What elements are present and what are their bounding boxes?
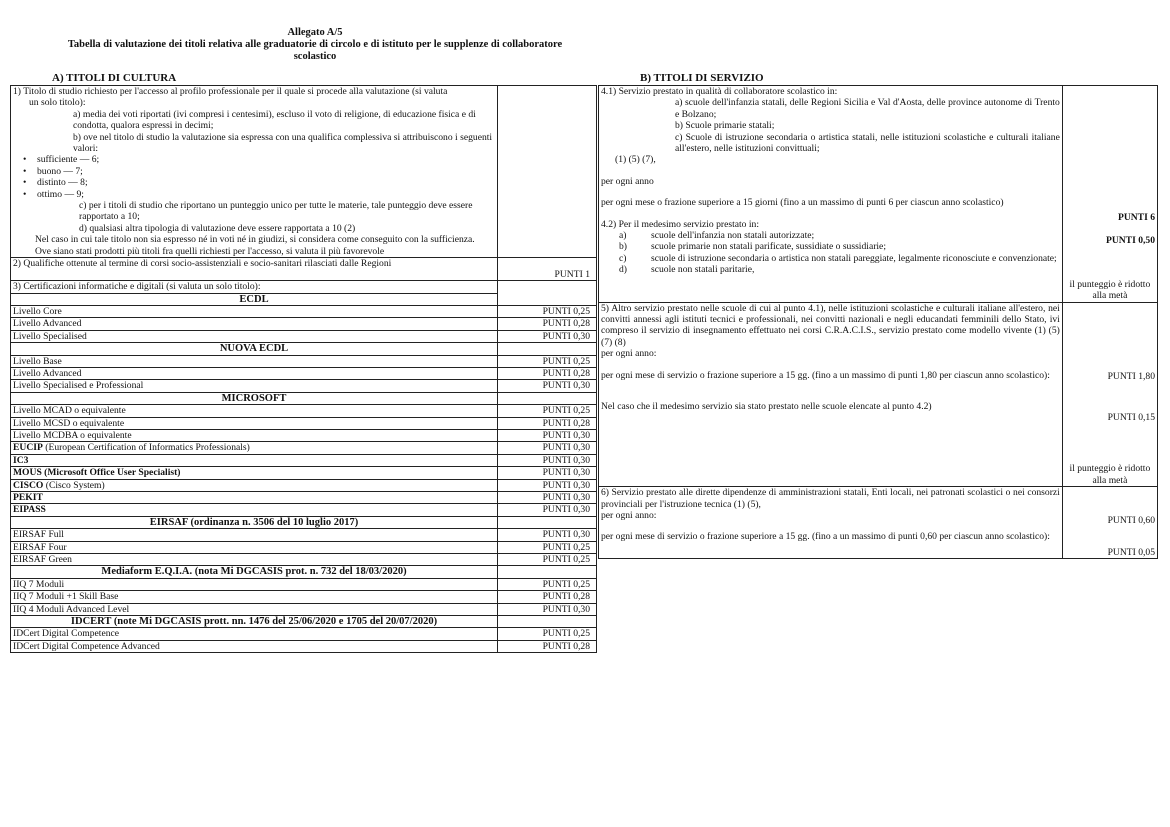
cert-row [11,554,597,566]
cert-points: PUNTI 0,28 [498,640,597,652]
cert-label: Livello Base [13,355,62,367]
s42-item [601,241,1060,252]
item3-row [11,281,597,293]
item1-line2: un solo titolo): [29,97,86,109]
grade-item [13,177,495,188]
cert-points: PUNTI 0,30 [498,479,597,491]
service-titles-table [598,85,1158,559]
grade-item [13,189,495,200]
section-a-heading: A) TITOLI DI CULTURA [52,72,177,84]
cert-label: IIQ 7 Moduli +1 Skill Base [13,591,119,603]
s5-points-cell [1062,302,1157,487]
spacer [1065,303,1155,371]
cert-row [11,454,597,466]
cert-points: PUNTI 0,25 [498,355,597,367]
cert-name-bold: MOUS (Microsoft Office User Specialist) [13,467,181,479]
spacer [1065,527,1155,547]
cert-group-points-cell [498,343,597,355]
cert-group-header [11,566,597,578]
cert-label-cell [11,405,498,417]
cert-group-points-cell [498,392,597,404]
cert-label: Livello Core [13,305,62,317]
cert-points: PUNTI 0,28 [498,318,597,330]
item2-points: PUNTI 1 [498,258,597,281]
cert-label: IIQ 7 Moduli [13,578,65,590]
cert-label-cell [11,640,498,652]
s6-pts-mese: PUNTI 0,05 [1107,546,1155,558]
item1-b: b) ove nel titolo di studio la valutazione sia espressa con una qualifica complessiva si attribuiscono i seguenti valori: [73,131,493,155]
s5-text: 5) Altro servizio prestato nelle scuole di cui al punto 4.1), nelle istituzioni scolastiche e culturali italiane all'estero, nei convitti annessi agli istituti tecnici e professionali, nei convitti nazionali e negli educandati femminili dello Stato, ivi compreso il servizio di insegnamento effettuato nei corsi C.R.A.C.I.S., servizio prestato come modello vivente (1) (5) (7) (8) [601,302,1060,348]
cert-label-cell [11,429,498,441]
cert-group-title: NUOVA ECDL [11,343,498,355]
document-subtitle-cont: scolastico [293,51,337,62]
cert-label-cell [11,504,498,516]
spacer [601,391,1060,401]
s6-points-cell [1062,487,1157,559]
grade-label: sufficiente — 6; [37,154,100,166]
cert-group-title: EIRSAF (ordinanza n. 3506 del 10 luglio 2017) [11,516,498,528]
spacer [601,209,1060,219]
s41-pts-mese: PUNTI 0,50 [1105,235,1155,247]
s42-points: il punteggio è ridotto alla metà [1069,278,1151,302]
s41-cell [599,86,1063,303]
cert-label-cell [11,554,498,566]
cert-group-header [11,343,597,355]
item1-row [11,86,597,258]
cert-row [11,367,597,379]
grade-label: distinto — 8; [37,177,88,189]
cert-row [11,640,597,652]
s41-c: c) Scuole di istruzione secondaria o artistica statali, nelle istituzioni scolastiche e culturali italiane all'estero, nelle istituzioni convittuali; [675,131,1060,155]
cert-points: PUNTI 0,30 [498,330,597,342]
spacer [601,166,1060,176]
cert-points: PUNTI 0,30 [498,380,597,392]
cert-row [11,355,597,367]
cert-row [11,330,597,342]
s5-cell [599,302,1063,487]
cert-label: Livello MCSD o equivalente [13,417,125,429]
cert-label-cell [11,479,498,491]
item1-note2: Ove siano stati prodotti più titoli fra quelli richiesti per l'accesso, si valuta il più favorevole [35,245,385,257]
bullet: • [23,165,27,177]
cert-label-cell [11,492,498,504]
s42-intro: 4.2) Per il medesimo servizio prestato in: [601,218,759,230]
cert-row [11,504,597,516]
cert-points: PUNTI 0,25 [498,628,597,640]
cert-points: PUNTI 0,30 [498,603,597,615]
s42-text: scuole di istruzione secondaria o artistica non statali pareggiate, legalmente riconosciute e convenzionate; [651,252,1057,264]
cert-label: EIRSAF Full [13,529,64,541]
bullet: • [23,188,27,200]
cert-label-cell [11,454,498,466]
cert-label-cell [11,591,498,603]
grade-item [13,166,495,177]
spacer [1065,247,1155,279]
cert-label-cell [11,467,498,479]
item3-label: 3) Certificazioni informatiche e digitali (si valuta un solo titolo): [11,281,498,293]
cert-label-cell [11,367,498,379]
s41-notes: (1) (5) (7), [615,154,656,166]
grade-label: ottimo — 9; [37,188,84,200]
spacer [601,360,1060,370]
item1-line1: 1) Titolo di studio richiesto per l'accesso al profilo professionale per il quale si procede alla valutazione (si valuta [13,86,448,97]
cert-name-bold: PEKIT [13,492,43,503]
s6-text: 6) Servizio prestato alle dirette dipendenze di amministrazioni statali, Enti locali, nei patronati scolastici o nei consorzi provinciali per l'istruzione tecnica (1) (5), [601,487,1060,510]
cert-points: PUNTI 0,30 [498,467,597,479]
s42-key: b) [619,241,627,253]
cert-points: PUNTI 0,30 [498,504,597,516]
cert-label: Livello Specialised e Professional [13,380,144,392]
item1-d: d) qualsiasi altra tipologia di valutazione deve essere rapportata a 10 (2) [79,222,356,234]
cert-group-points-cell [498,516,597,528]
s42-text: scuole primarie non statali parificate, sussidiate o sussidiarie; [651,241,886,253]
cert-label-cell [11,529,498,541]
cert-label: EIRSAF Green [13,554,72,566]
item1-c: c) per i titoli di studio che riportano un punteggio unico per tutte le materie, tale punteggio deve essere rapportato a 10; [79,200,473,223]
cert-row [11,429,597,441]
cert-points: PUNTI 0,28 [498,367,597,379]
spacer [601,412,1060,422]
item2-label: 2) Qualifiche ottenute al termine di corsi socio-assistenziali e socio-sanitari rilasciati dalle Regioni [11,258,498,281]
s41-a: a) scuole dell'infanzia statali, delle Regioni Sicilia e Val d'Aosta, delle province autonome di Trento e Bolzano; [675,97,1060,120]
cert-label-cell [11,442,498,454]
cert-points: PUNTI 0,30 [498,529,597,541]
cert-label: Livello Advanced [13,367,82,379]
cert-name-bold: EIPASS [13,504,46,516]
item1-cell [11,86,498,258]
cert-points: PUNTI 0,28 [498,417,597,429]
s42-item [601,253,1060,264]
s42-key: a) [619,230,627,242]
item3-points-cell [498,281,597,306]
cert-row [11,628,597,640]
cert-group-title: Mediaform E.Q.I.A. (nota Mi DGCASIS prot. n. 732 del 18/03/2020) [11,566,498,578]
cert-label: Livello Specialised [13,330,87,342]
item1-points-cell [498,86,597,258]
cert-group-header [11,616,597,628]
s5-per-mese: per ogni mese di servizio o frazione superiore a 15 gg. (fino a un massimo di punti 1,80 per ciascun anno scolastico): [601,369,1050,381]
cert-label: EIRSAF Four [13,541,67,553]
cert-group-title: IDCERT (note Mi DGCASIS prott. nn. 1476 del 25/06/2020 e 1705 del 20/07/2020) [11,616,498,628]
cert-row [11,603,597,615]
cert-label-cell [11,380,498,392]
cert-row [11,405,597,417]
cert-row [11,492,597,504]
cert-group-header [11,516,597,528]
cert-points: PUNTI 0,25 [498,541,597,553]
cert-name-bold: EUCIP [13,442,43,454]
cert-group-points-cell [498,616,597,628]
cert-points: PUNTI 0,25 [498,405,597,417]
cert-row [11,467,597,479]
cert-points: PUNTI 0,30 [498,442,597,454]
cert-label-cell [11,541,498,553]
s41-per-anno: per ogni anno [601,175,654,187]
spacer [1065,86,1155,212]
s42-key: d) [619,264,627,276]
cert-row [11,479,597,491]
cert-label-cell [11,355,498,367]
s5-row [599,302,1158,487]
s6-per-anno: per ogni anno: [601,510,657,522]
cultural-titles-table [10,85,597,653]
cert-label-cell [11,417,498,429]
cert-group-title: MICROSOFT [11,392,498,404]
s6-pts-anno: PUNTI 0,60 [1107,515,1155,527]
cert-points: PUNTI 0,25 [498,305,597,317]
spacer [601,381,1060,391]
s41-row [599,86,1158,303]
s42-key: c) [619,252,627,264]
s6-cell [599,487,1063,559]
cert-points: PUNTI 0,28 [498,591,597,603]
cert-row [11,541,597,553]
cert-label: (Cisco System) [43,479,105,491]
cert-row [11,442,597,454]
document-title: Allegato A/5 [287,27,343,38]
bullet: • [23,177,27,189]
cert-label: (European Certification of Informatics Professionals) [42,442,250,454]
cert-label-cell [11,628,498,640]
cert-label-cell [11,318,498,330]
section-b-heading: B) TITOLI DI SERVIZIO [640,72,764,84]
cert-label: Livello MCDBA o equivalente [13,429,132,441]
cert-row [11,318,597,330]
cert-label-cell [11,330,498,342]
cert-points: PUNTI 0,25 [498,554,597,566]
bullet: • [23,154,27,166]
cert-row [11,305,597,317]
cert-label: Livello Advanced [13,318,82,330]
spacer [601,521,1060,531]
cert-row [11,380,597,392]
item1-a: a) media dei voti riportati (ivi compresi i centesimi), escluso il voto di religione, di educazione fisica e di condotta, qualora espressi in decimi; [73,108,476,132]
s5-per-anno: per ogni anno: [601,348,657,360]
item2-row [11,258,597,281]
cert-label: IDCert Digital Competence [13,628,120,640]
cert-points: PUNTI 0,30 [498,429,597,441]
cert-group-title: ECDL [11,293,498,305]
cert-group-header [11,392,597,404]
cert-points: PUNTI 0,30 [498,492,597,504]
cert-label: IDCert Digital Competence Advanced [13,640,160,652]
cert-name-bold: CISCO [13,479,44,491]
cert-row [11,417,597,429]
cert-label-cell [11,603,498,615]
spacer [1065,423,1155,463]
s5-pts-note: il punteggio è ridotto alla metà [1069,463,1151,486]
cert-row [11,578,597,590]
spacer [1065,382,1155,412]
cert-group-points-cell [498,566,597,578]
item1-note1: Nel caso in cui tale titolo non sia espresso né in voti né in giudizi, si considera come conseguito con la sufficienza. [35,234,475,246]
s6-per-mese: per ogni mese di servizio o frazione superiore a 15 gg. (fino a un massimo di punti 0,60 per ciascun anno scolastico): [601,531,1050,543]
cert-label-cell [11,305,498,317]
cert-points: PUNTI 0,30 [498,454,597,466]
spacer [601,187,1060,197]
s42-item [601,264,1060,275]
s5-note: Nel caso che il medesimo servizio sia stato prestato nelle scuole elencate al punto 4.2) [601,401,932,413]
cert-points: PUNTI 0,25 [498,578,597,590]
cert-label: IIQ 4 Moduli Advanced Level [13,603,130,615]
spacer [601,422,1060,432]
s41-per-mese: per ogni mese o frazione superiore a 15 giorni (fino a un massimo di punti 6 per ciascun anno scolastico) [601,197,1004,209]
s41-intro: 4.1) Servizio prestato in qualità di collaboratore scolastico in: [601,86,838,97]
cert-label-cell [11,578,498,590]
s6-row [599,487,1158,559]
s42-item [601,230,1060,241]
s42-text: scuole non statali paritarie, [651,264,755,276]
cert-label: Livello MCAD o equivalente [13,405,126,417]
spacer [601,432,1060,442]
spacer [601,543,1060,553]
document-subtitle: Tabella di valutazione dei titoli relativa alle graduatorie di circolo e di istituto per le supplenze di collaboratore [67,39,563,50]
cert-row [11,529,597,541]
cert-name-bold: IC3 [13,454,29,466]
s5-pts-mese: PUNTI 0,15 [1107,412,1155,424]
cert-row [11,591,597,603]
spacer [1065,487,1155,515]
grade-item [13,154,495,165]
s41-points-cell [1062,86,1157,303]
s41-pts-anno: PUNTI 6 [1117,212,1155,223]
s42-text: scuole dell'infanzia non statali autorizzate; [651,230,815,242]
s5-pts-anno: PUNTI 1,80 [1107,370,1155,382]
grade-label: buono — 7; [37,165,83,177]
spacer [1065,223,1155,235]
s41-b: b) Scuole primarie statali; [675,120,775,132]
